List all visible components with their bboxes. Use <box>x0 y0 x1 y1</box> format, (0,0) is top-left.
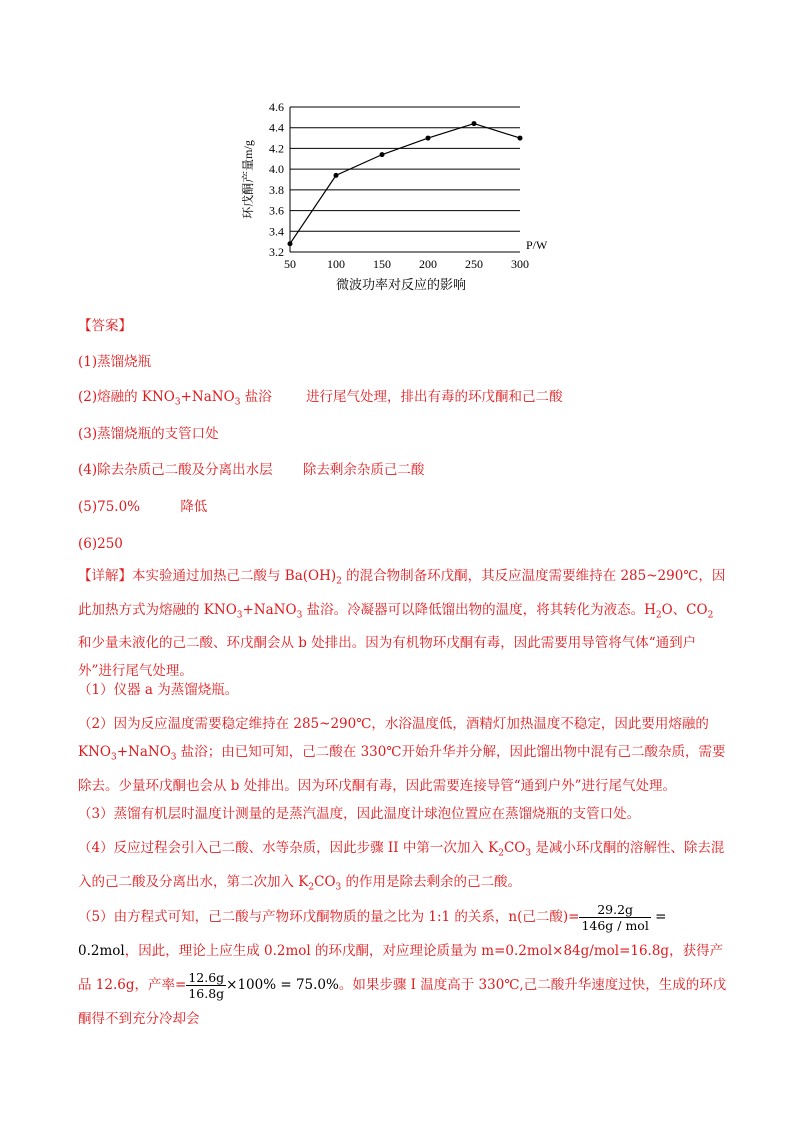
line-chart <box>230 95 560 305</box>
detail-5: （5）由方程式可知，己二酸与产物环戊酮物质的量之比为 1:1 的关系，n(己二酸)= $\frac{29.2g}{\text{146g / mol}}$ = 0.2mol，因此，理论上应生成 0.2mol 的环戊酮，对应理论质量为 m=0.2mol×84g/mol=16.8g，获得产品 12.6g，产率= $\frac{12.6g}{16.8g}$ ×100% = 75.0%。如果步骤 I 温度高于 330℃,己二酸升华速度过快，生成的环戊酮得不到充分冷却会 <box>78 902 727 1027</box>
chart-caption: 微波功率对反应的影响 <box>335 277 467 292</box>
answer-heading: 【答案】 <box>78 318 132 334</box>
yield-vs-power-chart <box>230 95 560 305</box>
answer-1: (1)蒸馏烧瓶 <box>78 354 152 370</box>
answer-4-second: 除去剩余杂质己二酸 <box>302 462 425 478</box>
detail-2: （2）因为反应温度需要稳定维持在 285~290℃，水浴温度低，酒精灯加热温度不稳定，因此要用熔融的 $KNO_3+NaNO_3$ 盐浴；由已知可知，己二酸在 330℃开始升华并分解，因此馏出物中混有己二酸杂质，需要除去。少量环戊酮也会从 b 处排出。因为环戊酮有毒，因此需要连接导管“通到户外”进行尾气处理。 <box>78 716 726 794</box>
answer-3: (3)蒸馏烧瓶的支管口处 <box>78 426 219 442</box>
data-point <box>426 136 431 141</box>
x-tick-label: 50 <box>284 257 296 271</box>
y-tick-label: 4.4 <box>269 120 284 135</box>
x-tick-label: 250 <box>465 257 483 271</box>
x-tick-label: 100 <box>327 257 345 271</box>
data-point <box>334 173 339 178</box>
answer-5: (5)75.0% 降低 <box>78 499 208 515</box>
detail-4: （4）反应过程会引入己二酸、水等杂质，因此步骤 II 中第一次加入 $K_2CO_3$ 是减小环戊酮的溶解性、除去混入的己二酸及分离出水，第二次加入 $K_2CO_3$ 的作用是除去剩余的己二酸。 <box>78 840 725 893</box>
detail-tag: 【详解】 <box>78 568 132 584</box>
y-tick-label: 3.2 <box>269 245 284 259</box>
x-axis-label: P/W <box>526 238 548 252</box>
y-axis-label: 环戊酮产量m/g <box>241 140 255 219</box>
fraction-yield: $\frac{12.6g}{16.8g}$ <box>188 970 225 1001</box>
detail-intro: 【详解】本实验通过加热己二酸与 $Ba(OH)_2$ 的混合物制备环戊酮，其反应温度需要维持在 285~290℃，因此加热方式为熔融的 $KNO_3+NaNO_3$ 盐浴。冷凝器可以降低馏出物的温度，将其转化为液态。$H_2O$、$CO_2$ 和少量未液化的己二酸、环戊酮会从 b 处排出。因为有机物环戊酮有毒，因此需要用导管将气体“通到户外”进行尾气处理。 <box>78 568 726 680</box>
y-tick-label: 4.2 <box>269 141 284 156</box>
x-tick-label: 300 <box>511 257 529 271</box>
y-tick-label: 3.6 <box>269 203 284 218</box>
detail-1: （1）仪器 a 为蒸馏烧瓶。 <box>78 682 239 698</box>
y-tick-label: 3.8 <box>269 182 284 197</box>
data-point <box>380 152 385 157</box>
series-line <box>290 124 520 244</box>
y-tick-label: 3.4 <box>269 224 284 239</box>
y-tick-label: 4.6 <box>269 100 284 114</box>
answer-2-second: 进行尾气处理，排出有毒的环戊酮和己二酸 <box>306 389 563 405</box>
data-point <box>288 241 293 246</box>
answer-6: (6)250 <box>78 536 123 552</box>
detail-3: （3）蒸馏有机层时温度计测量的是蒸汽温度，因此温度计球泡位置应在蒸馏烧瓶的支管口处。 <box>78 806 641 822</box>
data-point <box>472 121 477 126</box>
answer-2: (2)熔融的 $KNO_3+NaNO_3$ 盐浴 进行尾气处理，排出有毒的环戊酮和己二酸 <box>78 389 563 408</box>
answer-4: (4)除去杂质己二酸及分离出水层 除去剩余杂质己二酸 <box>78 462 425 478</box>
data-point <box>518 136 523 141</box>
answer-5-second: 降低 <box>180 499 208 515</box>
x-tick-label: 150 <box>373 257 391 271</box>
x-tick-label: 200 <box>419 257 437 271</box>
y-tick-label: 4.0 <box>269 162 284 177</box>
fraction-moles: $\frac{29.2g}{\text{146g / mol}}$ <box>581 902 649 933</box>
